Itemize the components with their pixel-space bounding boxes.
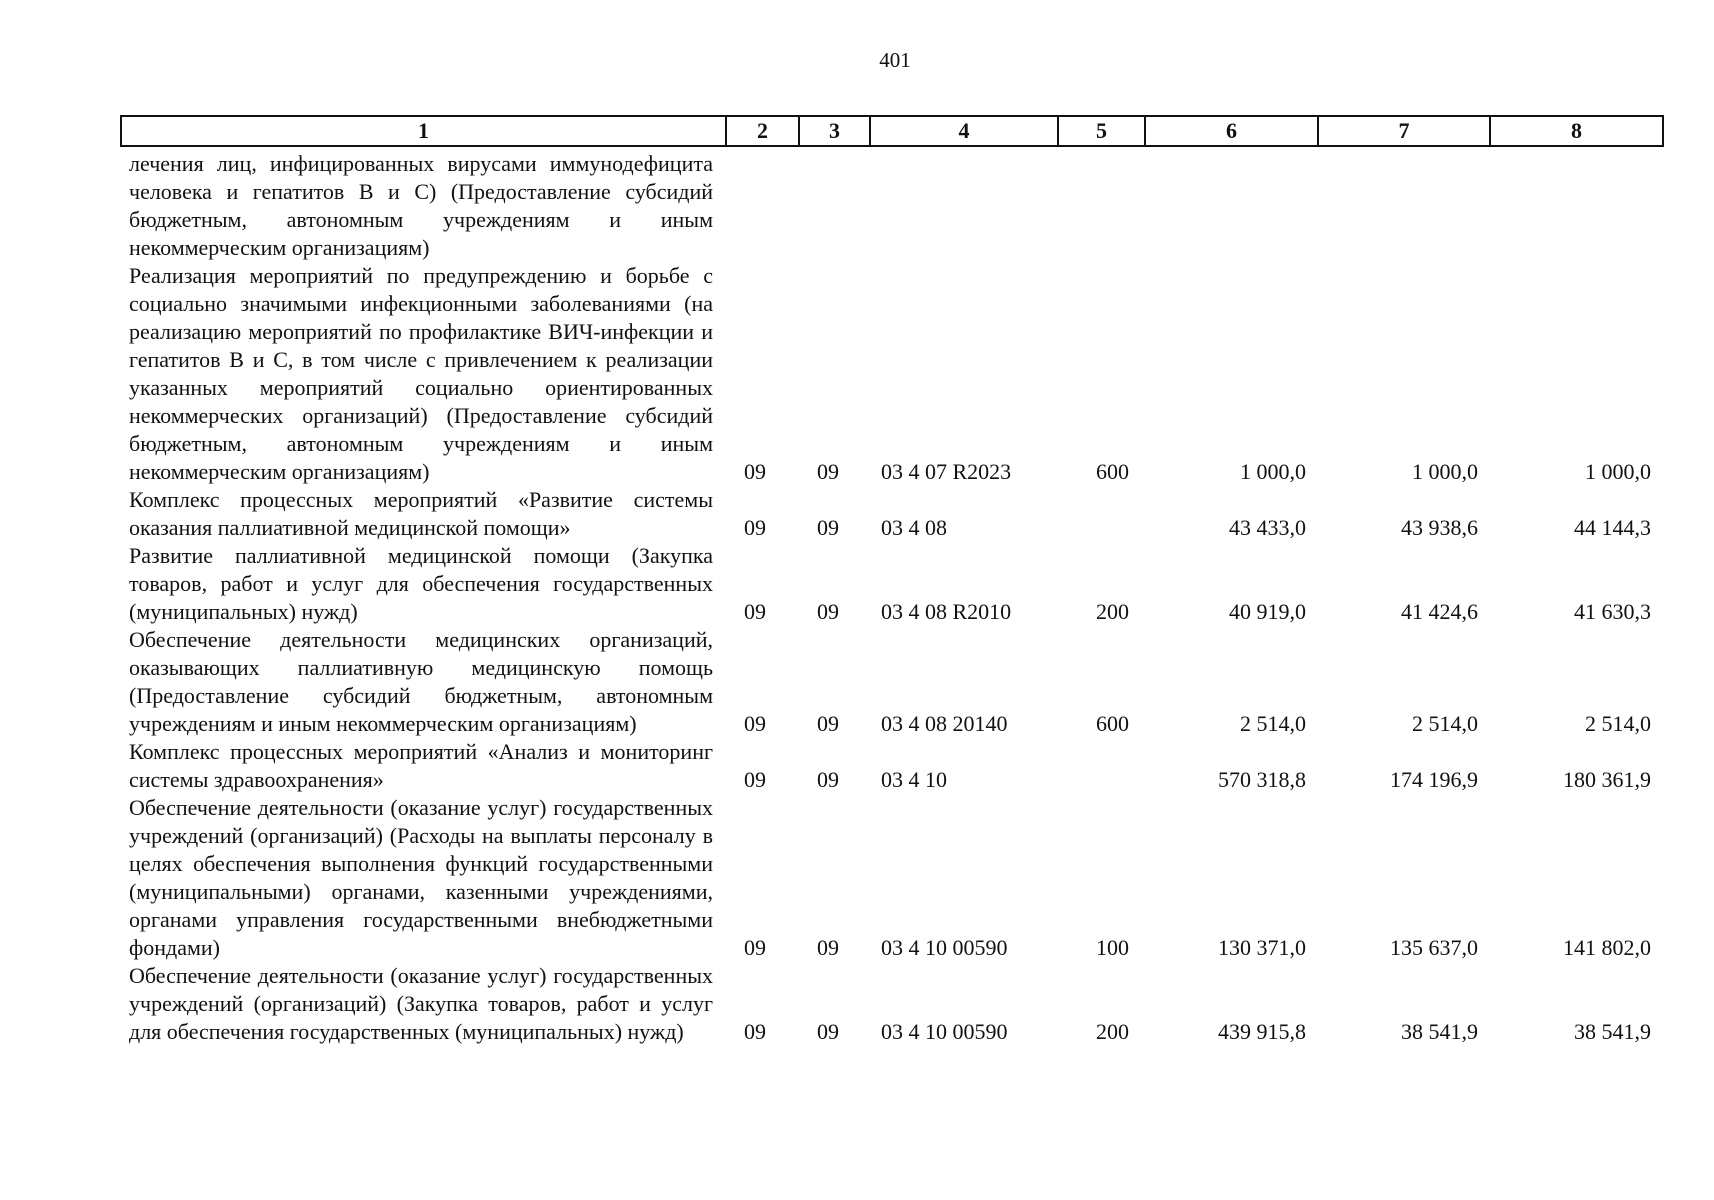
row-amount-col6: 43 433,0 xyxy=(1229,515,1306,540)
column-header-3: 3 xyxy=(799,116,870,146)
row-description: Комплекс процессных мероприятий «Анализ и мониторинг системы здравоохранения» xyxy=(129,739,713,792)
table-row xyxy=(120,486,1662,542)
row-subsection: 09 xyxy=(817,935,839,960)
row-amount-col7: 135 637,0 xyxy=(1390,935,1478,960)
row-expense-type: 600 xyxy=(1096,711,1129,736)
table-row xyxy=(120,962,1662,1046)
row-subsection: 09 xyxy=(817,1019,839,1044)
row-section: 09 xyxy=(744,515,766,540)
row-description: Обеспечение деятельности (оказание услуг) государственных учреждений (организаций) (Закупка товаров, работ и услуг для обеспечения государственных (муниципальных) нужд) xyxy=(129,963,713,1044)
row-target-code xyxy=(869,150,1057,262)
row-amount-col8 xyxy=(1489,150,1662,262)
column-header-2: 2 xyxy=(726,116,799,146)
column-header-7: 7 xyxy=(1318,116,1490,146)
table-row xyxy=(120,794,1662,962)
table-row xyxy=(120,626,1662,738)
row-expense-type xyxy=(1057,738,1144,794)
table-row xyxy=(120,262,1662,486)
row-amount-col7 xyxy=(1317,150,1489,262)
row-amount-col7: 2 514,0 xyxy=(1412,711,1478,736)
row-amount-col8: 2 514,0 xyxy=(1585,711,1651,736)
row-target-code: 03 4 07 R2023 xyxy=(881,459,1012,484)
row-description: лечения лиц, инфицированных вирусами иммунодефицита человека и гепатитов В и С) (Предоставление субсидий бюджетным, автономным учреждениям и иным некоммерческим организациям) xyxy=(129,151,713,260)
row-section: 09 xyxy=(744,711,766,736)
row-amount-col7: 1 000,0 xyxy=(1412,459,1478,484)
row-expense-type: 600 xyxy=(1096,459,1129,484)
column-header-row xyxy=(120,115,1664,147)
row-subsection: 09 xyxy=(817,459,839,484)
row-expense-type: 100 xyxy=(1096,935,1129,960)
row-amount-col8: 38 541,9 xyxy=(1574,1019,1651,1044)
row-expense-type xyxy=(1057,486,1144,542)
column-header-8: 8 xyxy=(1490,116,1663,146)
row-amount-col6: 130 371,0 xyxy=(1218,935,1306,960)
row-description: Обеспечение деятельности медицинских организаций, оказывающих паллиативную медицинскую помощь (Предоставление субсидий бюджетным, автономным учреждениям и иным некоммерческим организациям) xyxy=(129,627,713,736)
row-subsection: 09 xyxy=(817,599,839,624)
row-description: Развитие паллиативной медицинской помощи (Закупка товаров, работ и услуг для обеспечения государственных (муниципальных) нужд) xyxy=(129,543,713,624)
row-amount-col6: 1 000,0 xyxy=(1240,459,1306,484)
row-amount-col8: 1 000,0 xyxy=(1585,459,1651,484)
row-amount-col6: 40 919,0 xyxy=(1229,599,1306,624)
row-target-code: 03 4 08 R2010 xyxy=(881,599,1012,624)
column-header-5: 5 xyxy=(1058,116,1145,146)
column-header-6: 6 xyxy=(1145,116,1318,146)
row-subsection xyxy=(798,150,869,262)
column-header-1: 1 xyxy=(121,116,726,146)
row-amount-col8: 41 630,3 xyxy=(1574,599,1651,624)
row-amount-col6 xyxy=(1144,150,1317,262)
row-target-code: 03 4 10 00590 xyxy=(881,1019,1008,1044)
row-subsection: 09 xyxy=(817,767,839,792)
row-target-code: 03 4 10 xyxy=(881,767,947,792)
row-amount-col7: 41 424,6 xyxy=(1401,599,1478,624)
row-expense-type: 200 xyxy=(1096,1019,1129,1044)
row-expense-type: 200 xyxy=(1096,599,1129,624)
row-amount-col8: 44 144,3 xyxy=(1574,515,1651,540)
row-description: Реализация мероприятий по предупреждению и борьбе с социально значимыми инфекционными заболеваниями (на реализацию мероприятий по профилактике ВИЧ-инфекции и гепатитов В и С, в том числе с привлечением к реализации указанных мероприятий социально ориентированных некоммерческих организаций) (Предоставление субсидий бюджетным, автономным учреждениям и иным некоммерческим организациям) xyxy=(129,263,713,484)
page-number: 401 xyxy=(879,48,911,72)
row-section: 09 xyxy=(744,935,766,960)
column-header-4: 4 xyxy=(870,116,1058,146)
row-amount-col7: 38 541,9 xyxy=(1401,1019,1478,1044)
row-section: 09 xyxy=(744,1019,766,1044)
row-amount-col8: 180 361,9 xyxy=(1563,767,1651,792)
table-row xyxy=(120,738,1662,794)
row-amount-col6: 439 915,8 xyxy=(1218,1019,1306,1044)
row-section: 09 xyxy=(744,599,766,624)
row-amount-col7: 43 938,6 xyxy=(1401,515,1478,540)
row-description: Комплекс процессных мероприятий «Развитие системы оказания паллиативной медицинской помощи» xyxy=(129,487,713,540)
budget-table xyxy=(120,150,1662,1046)
row-amount-col8: 141 802,0 xyxy=(1563,935,1651,960)
table-row xyxy=(120,542,1662,626)
row-subsection: 09 xyxy=(817,515,839,540)
row-section: 09 xyxy=(744,459,766,484)
table-row xyxy=(120,150,1662,262)
row-target-code: 03 4 10 00590 xyxy=(881,935,1008,960)
row-subsection: 09 xyxy=(817,711,839,736)
row-section: 09 xyxy=(744,767,766,792)
row-amount-col6: 570 318,8 xyxy=(1218,767,1306,792)
row-target-code: 03 4 08 20140 xyxy=(881,711,1008,736)
row-target-code: 03 4 08 xyxy=(881,515,947,540)
row-description: Обеспечение деятельности (оказание услуг) государственных учреждений (организаций) (Расходы на выплаты персоналу в целях обеспечения выполнения функций государственными (муниципальными) органами, казенными учреждениями, органами управления государственными внебюджетными фондами) xyxy=(129,795,713,960)
row-section xyxy=(725,150,798,262)
row-amount-col6: 2 514,0 xyxy=(1240,711,1306,736)
row-amount-col7: 174 196,9 xyxy=(1390,767,1478,792)
row-expense-type xyxy=(1057,150,1144,262)
